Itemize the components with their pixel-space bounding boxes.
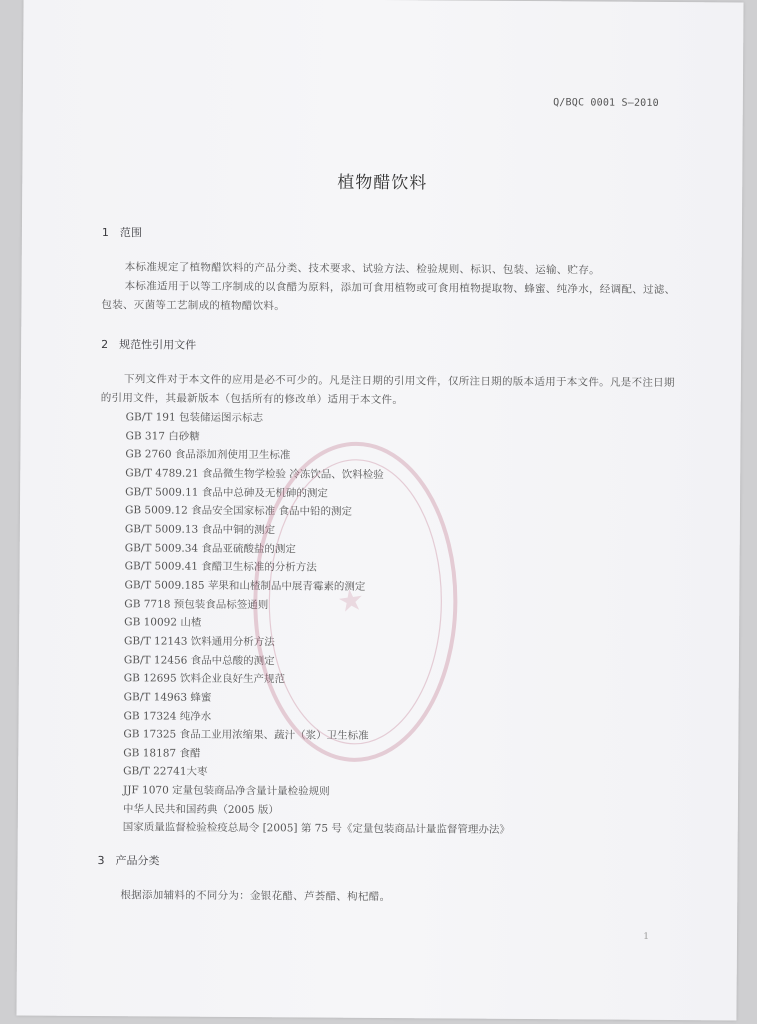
list-item: GB/T 5009.185 苹果和山楂制品中展青霉素的测定: [124, 579, 366, 593]
list-item: GB 10092 山楂: [124, 616, 202, 629]
page-number: 1: [643, 931, 650, 942]
list-item: GB/T 5009.11 食品中总砷及无机砷的测定: [125, 485, 328, 500]
paragraph: 根据添加辅料的不同分为：金银花醋、芦荟醋、枸杞醋。: [120, 889, 391, 904]
list-item: GB 2760 食品添加剂使用卫生标准: [125, 448, 291, 462]
section-number: 2: [101, 338, 109, 352]
list-item: GB 7718 预包装食品标签通则: [124, 597, 269, 611]
paragraph: 下列文件对于本文件的应用是必不可少的。凡是注日期的引用文件，仅所注日期的版本适用于本文件。凡是不注日期的引用文件，其最新版本（包括所有的修改单）适用于本文件。: [100, 373, 675, 407]
section-heading-2: [101, 336, 196, 353]
section-title: 范围: [119, 226, 142, 240]
list-item: GB/T 12456 食品中总酸的测定: [123, 653, 275, 667]
paragraph: 本标准适用于以等工序制成的以食醋为原料，添加可食用植物或可食用植物提取物、蜂蜜、纯净水，经调配、过滤、包装、灭菌等工艺制成的植物醋饮料。: [101, 280, 676, 313]
reference-list: [123, 408, 513, 840]
section-title: 产品分类: [115, 854, 160, 868]
list-item: GB 5009.12 食品安全国家标准 食品中铅的测定: [124, 504, 353, 519]
paragraph: 本标准规定了植物醋饮料的产品分类、技术要求、试验方法、检验规则、标识、包装、运输、贮存。: [124, 261, 601, 277]
document-page: [16, 0, 743, 1021]
list-item: GB 12695 饮料企业良好生产规范: [123, 672, 286, 686]
list-item: GB 17325 食品工业用浓缩果、蔬汁（浆）卫生标准: [123, 728, 369, 743]
list-item: GB/T 22741大枣: [123, 765, 208, 779]
list-item: GB/T 14963 蜂蜜: [123, 691, 212, 704]
svg-text:★: ★: [331, 584, 371, 618]
page-title: 植物醋饮料: [337, 172, 428, 194]
section-number: 1: [101, 226, 109, 240]
section-heading-1: [102, 224, 142, 240]
section-title: 规范性引用文件: [119, 338, 197, 352]
list-item: GB/T 5009.41 食醋卫生标准的分析方法: [124, 560, 317, 574]
list-item: 国家质量监督检验检疫总局令 [2005] 第 75 号《定量包装商品计量监督管理办法》: [122, 821, 510, 837]
standard-code: Q/BQC 0001 S—2010: [553, 97, 659, 109]
section-number: 3: [97, 854, 105, 868]
list-item: GB 317 白砂糖: [125, 429, 200, 443]
list-item: JJF 1070 定量包装商品净含量计量检验规则: [122, 784, 330, 798]
list-item: GB 18187 食醋: [123, 747, 201, 760]
list-item: GB/T 5009.34 食品亚硫酸盐的测定: [124, 541, 297, 556]
list-item: GB 17324 纯净水: [123, 709, 212, 723]
section-heading-3: [97, 852, 159, 868]
normative-intro: [101, 370, 675, 412]
scope-paragraphs: [101, 258, 675, 319]
list-item: GB/T 191 包装储运图示标志: [125, 411, 264, 425]
list-item: GB/T 12143 饮料通用分析方法: [124, 635, 275, 649]
list-item: GB/T 5009.13 食品中铜的测定: [124, 523, 276, 537]
classification-paragraph: [97, 886, 671, 909]
list-item: GB/T 4789.21 食品微生物学检验 冷冻饮品、饮料检验: [125, 467, 384, 481]
list-item: 中华人民共和国药典（2005 版）: [122, 802, 279, 817]
